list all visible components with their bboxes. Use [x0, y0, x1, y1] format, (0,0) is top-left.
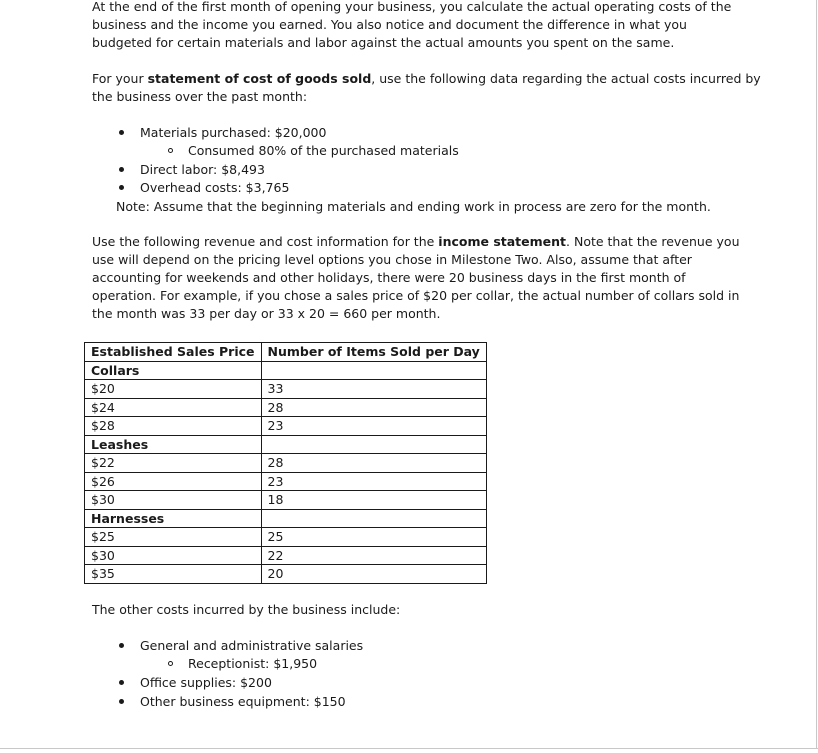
- salaries-item: General and administrative salaries: [140, 638, 364, 653]
- bullet-icon: [119, 680, 124, 685]
- price-cell: $35: [85, 565, 262, 584]
- table-row: [85, 491, 487, 510]
- intro-line-2: business and the income you earned. You also notice and document the difference in what you: [92, 17, 687, 32]
- table-row: [85, 398, 487, 417]
- qty-cell: 18: [261, 491, 486, 510]
- income-intro-suffix: . Note that the revenue you: [566, 234, 740, 249]
- page-bottom-edge: [0, 748, 818, 749]
- qty-cell: 28: [261, 454, 486, 473]
- income-intro-line-4: operation. For example, if you chose a sales price of $20 per collar, the actual number of collars sold in: [92, 288, 740, 303]
- qty-cell: 28: [261, 398, 486, 417]
- bullet-icon: [119, 167, 124, 172]
- open-bullet-icon: [168, 661, 173, 666]
- group-leashes: Leashes: [85, 435, 262, 454]
- price-cell: $30: [85, 491, 262, 510]
- sales-price-table: [84, 342, 487, 584]
- receptionist-item: Receptionist: $1,950: [188, 656, 318, 671]
- price-cell: $22: [85, 454, 262, 473]
- cogs-intro-prefix: For your: [92, 71, 148, 86]
- income-intro-line-5: the month was 33 per day or 33 x 20 = 660 per month.: [92, 306, 441, 321]
- bullet-icon: [119, 185, 124, 190]
- bullet-icon: [119, 130, 124, 135]
- table-row: [85, 454, 487, 473]
- qty-cell: 23: [261, 417, 486, 436]
- table-row: [85, 472, 487, 491]
- cogs-intro-line-2: the business over the past month:: [92, 89, 308, 104]
- table-row: [85, 546, 487, 565]
- equipment-item: Other business equipment: $150: [140, 694, 346, 709]
- open-bullet-icon: [168, 148, 173, 153]
- group-row: [85, 509, 487, 528]
- labor-item: Direct labor: $8,493: [140, 162, 265, 177]
- table-row: [85, 380, 487, 399]
- bullet-icon: [119, 643, 124, 648]
- qty-cell: 20: [261, 565, 486, 584]
- intro-line-3: budgeted for certain materials and labor against the actual amounts you spent on the same.: [92, 35, 675, 50]
- group-row: [85, 361, 487, 380]
- supplies-item: Office supplies: $200: [140, 675, 272, 690]
- income-intro-prefix: Use the following revenue and cost information for the: [92, 234, 439, 249]
- intro-line-1: At the end of the first month of opening your business, you calculate the actual operating costs of the: [92, 0, 732, 14]
- cogs-intro-suffix: , use the following data regarding the actual costs incurred by: [371, 71, 761, 86]
- price-cell: $26: [85, 472, 262, 491]
- qty-cell: 23: [261, 472, 486, 491]
- header-items-sold: Number of Items Sold per Day: [261, 343, 486, 362]
- price-cell: $28: [85, 417, 262, 436]
- table-row: [85, 565, 487, 584]
- group-collars: Collars: [85, 361, 262, 380]
- price-cell: $24: [85, 398, 262, 417]
- page-right-edge: [816, 0, 817, 748]
- materials-item: Materials purchased: $20,000: [140, 125, 327, 140]
- price-cell: $30: [85, 546, 262, 565]
- income-intro-line-1: [92, 233, 740, 251]
- bullet-icon: [119, 699, 124, 704]
- income-intro-bold: income statement: [438, 234, 567, 249]
- table-header-row: [85, 343, 487, 362]
- qty-cell: 22: [261, 546, 486, 565]
- header-sales-price: Established Sales Price: [85, 343, 262, 362]
- price-cell: $20: [85, 380, 262, 399]
- qty-cell: 25: [261, 528, 486, 547]
- cogs-intro-bold: statement of cost of goods sold: [147, 71, 372, 86]
- table-row: [85, 528, 487, 547]
- table-row: [85, 417, 487, 436]
- income-intro-line-3: accounting for weekends and other holidays, there were 20 business days in the first month of: [92, 270, 686, 285]
- income-intro-line-2: use will depend on the pricing level options you chose in Milestone Two. Also, assume that after: [92, 252, 692, 267]
- overhead-item: Overhead costs: $3,765: [140, 180, 290, 195]
- price-cell: $25: [85, 528, 262, 547]
- group-harnesses: Harnesses: [85, 509, 262, 528]
- other-costs-intro: The other costs incurred by the business include:: [92, 602, 401, 617]
- qty-cell: 33: [261, 380, 486, 399]
- consumed-item: Consumed 80% of the purchased materials: [188, 143, 459, 158]
- cogs-intro-line-1: [92, 70, 761, 88]
- group-row: [85, 435, 487, 454]
- cogs-note: Note: Assume that the beginning materials and ending work in process are zero for the month.: [116, 199, 711, 214]
